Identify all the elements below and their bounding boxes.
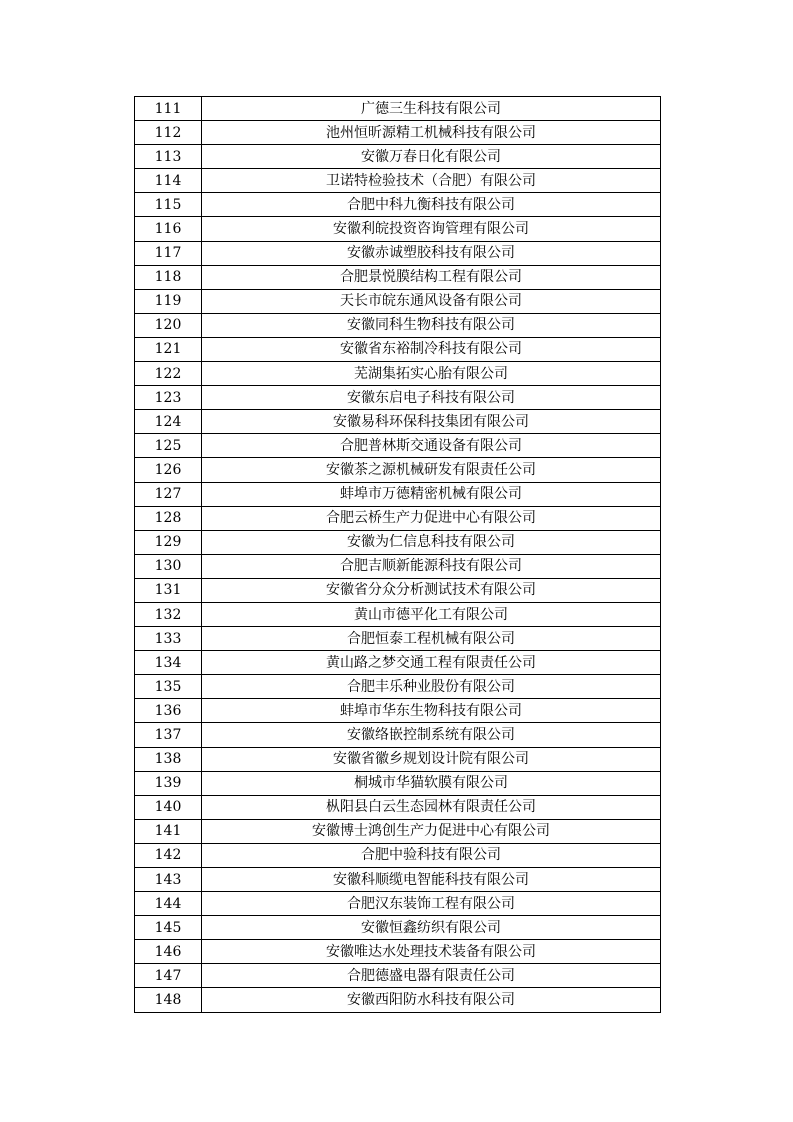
company-name: 合肥德盛电器有限责任公司	[202, 964, 661, 988]
company-name: 芜湖集拓实心胎有限公司	[202, 362, 661, 386]
company-name: 安徽络嵌控制系统有限公司	[202, 723, 661, 747]
table-row	[135, 940, 661, 964]
row-number: 133	[135, 627, 202, 651]
table-row	[135, 795, 661, 819]
row-number: 120	[135, 313, 202, 337]
company-name: 安徽科顺缆电智能科技有限公司	[202, 868, 661, 892]
table-row	[135, 651, 661, 675]
row-number: 118	[135, 265, 202, 289]
table-row	[135, 217, 661, 241]
company-name: 合肥恒泰工程机械有限公司	[202, 627, 661, 651]
table-row	[135, 289, 661, 313]
company-name: 安徽东启电子科技有限公司	[202, 386, 661, 410]
company-name: 黄山市德平化工有限公司	[202, 602, 661, 626]
company-name: 安徽同科生物科技有限公司	[202, 313, 661, 337]
row-number: 128	[135, 506, 202, 530]
row-number: 112	[135, 121, 202, 145]
table-body	[135, 97, 661, 1013]
row-number: 115	[135, 193, 202, 217]
row-number: 139	[135, 771, 202, 795]
row-number: 148	[135, 988, 202, 1012]
table-row	[135, 169, 661, 193]
table-row	[135, 313, 661, 337]
row-number: 134	[135, 651, 202, 675]
company-name: 安徽省东裕制冷科技有限公司	[202, 337, 661, 361]
company-list-table	[134, 96, 661, 1013]
table-row	[135, 916, 661, 940]
company-name: 桐城市华猫软膜有限公司	[202, 771, 661, 795]
company-name: 合肥云桥生产力促进中心有限公司	[202, 506, 661, 530]
table-row	[135, 265, 661, 289]
table-row	[135, 819, 661, 843]
company-name: 蚌埠市华东生物科技有限公司	[202, 699, 661, 723]
company-name: 安徽唯达水处理技术装备有限公司	[202, 940, 661, 964]
company-name: 黄山路之梦交通工程有限责任公司	[202, 651, 661, 675]
company-name: 卫诺特检验技术（合肥）有限公司	[202, 169, 661, 193]
row-number: 130	[135, 554, 202, 578]
table-row	[135, 458, 661, 482]
table-row	[135, 434, 661, 458]
row-number: 119	[135, 289, 202, 313]
row-number: 137	[135, 723, 202, 747]
company-name: 安徽万春日化有限公司	[202, 145, 661, 169]
row-number: 124	[135, 410, 202, 434]
company-name: 安徽省徽乡规划设计院有限公司	[202, 747, 661, 771]
row-number: 121	[135, 337, 202, 361]
company-name: 池州恒昕源精工机械科技有限公司	[202, 121, 661, 145]
company-name: 合肥普林斯交通设备有限公司	[202, 434, 661, 458]
row-number: 111	[135, 97, 202, 121]
table-row	[135, 530, 661, 554]
company-name: 合肥景悦膜结构工程有限公司	[202, 265, 661, 289]
table-row	[135, 868, 661, 892]
table-row	[135, 410, 661, 434]
row-number: 123	[135, 386, 202, 410]
row-number: 147	[135, 964, 202, 988]
table-row	[135, 675, 661, 699]
table-row	[135, 892, 661, 916]
row-number: 131	[135, 578, 202, 602]
company-name: 安徽茶之源机械研发有限责任公司	[202, 458, 661, 482]
row-number: 144	[135, 892, 202, 916]
row-number: 125	[135, 434, 202, 458]
company-name: 合肥汉东装饰工程有限公司	[202, 892, 661, 916]
company-name: 安徽利皖投资咨询管理有限公司	[202, 217, 661, 241]
company-name: 广德三生科技有限公司	[202, 97, 661, 121]
row-number: 136	[135, 699, 202, 723]
table-row	[135, 843, 661, 867]
table-row	[135, 578, 661, 602]
company-name: 枞阳县白云生态园林有限责任公司	[202, 795, 661, 819]
table-row	[135, 627, 661, 651]
company-name: 合肥中科九衡科技有限公司	[202, 193, 661, 217]
row-number: 142	[135, 843, 202, 867]
company-name: 天长市皖东通风设备有限公司	[202, 289, 661, 313]
company-name: 安徽省分众分析测试技术有限公司	[202, 578, 661, 602]
row-number: 129	[135, 530, 202, 554]
table-row	[135, 97, 661, 121]
row-number: 146	[135, 940, 202, 964]
company-name: 安徽恒鑫纺织有限公司	[202, 916, 661, 940]
table-row	[135, 145, 661, 169]
table-row	[135, 193, 661, 217]
row-number: 117	[135, 241, 202, 265]
row-number: 140	[135, 795, 202, 819]
table-row	[135, 964, 661, 988]
row-number: 122	[135, 362, 202, 386]
table-row	[135, 121, 661, 145]
row-number: 132	[135, 602, 202, 626]
table-row	[135, 747, 661, 771]
table-row	[135, 602, 661, 626]
table-row	[135, 988, 661, 1012]
row-number: 126	[135, 458, 202, 482]
table-row	[135, 699, 661, 723]
table-row	[135, 482, 661, 506]
company-name: 合肥丰乐种业股份有限公司	[202, 675, 661, 699]
table-row	[135, 337, 661, 361]
row-number: 141	[135, 819, 202, 843]
table-row	[135, 241, 661, 265]
company-name: 合肥中验科技有限公司	[202, 843, 661, 867]
table-row	[135, 723, 661, 747]
row-number: 145	[135, 916, 202, 940]
row-number: 143	[135, 868, 202, 892]
table-row	[135, 771, 661, 795]
company-name: 安徽西阳防水科技有限公司	[202, 988, 661, 1012]
company-name: 蚌埠市万德精密机械有限公司	[202, 482, 661, 506]
row-number: 116	[135, 217, 202, 241]
company-name: 安徽赤诚塑胶科技有限公司	[202, 241, 661, 265]
row-number: 113	[135, 145, 202, 169]
row-number: 114	[135, 169, 202, 193]
table-row	[135, 506, 661, 530]
table-row	[135, 554, 661, 578]
company-name: 安徽易科环保科技集团有限公司	[202, 410, 661, 434]
row-number: 135	[135, 675, 202, 699]
table-row	[135, 386, 661, 410]
row-number: 127	[135, 482, 202, 506]
table-row	[135, 362, 661, 386]
company-name: 合肥吉顺新能源科技有限公司	[202, 554, 661, 578]
company-name: 安徽博士鸿创生产力促进中心有限公司	[202, 819, 661, 843]
row-number: 138	[135, 747, 202, 771]
company-name: 安徽为仁信息科技有限公司	[202, 530, 661, 554]
